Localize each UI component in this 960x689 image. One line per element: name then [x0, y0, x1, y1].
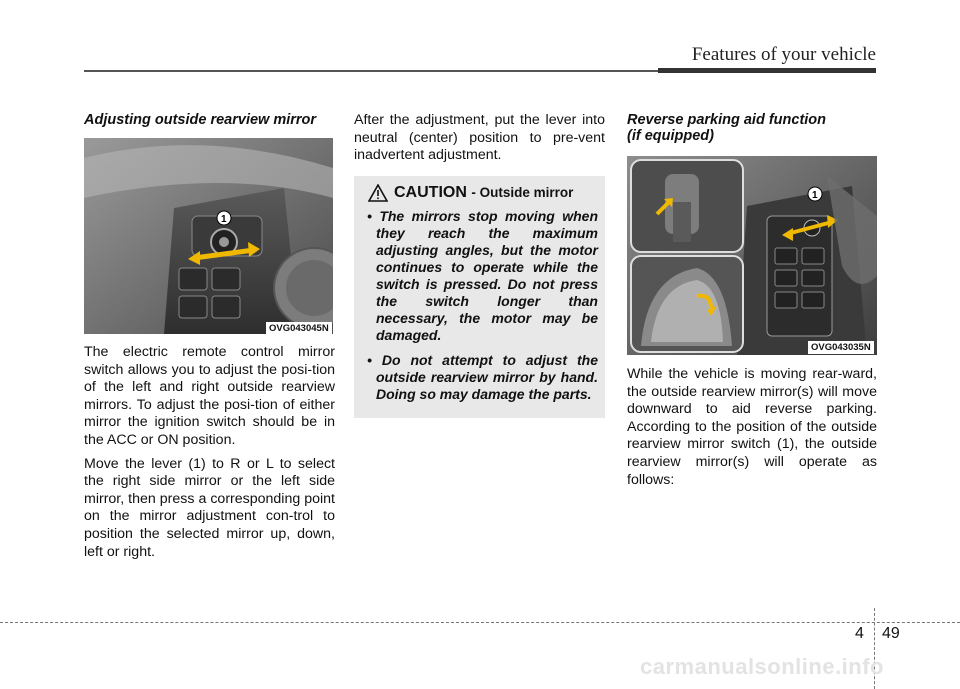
caution-item: • The mirrors stop moving when they reach the maximum adjusting angles, but the motor continues to operate while the switch is pressed. Do not press the switch longer than necessary, the motor may be damaged. [367, 208, 598, 343]
page-number: 49 [882, 625, 900, 642]
watermark: carmanualsonline.info [640, 654, 884, 679]
heading-line: Reverse parking aid function [627, 112, 827, 128]
callout-number: 1 [221, 214, 227, 225]
door-panel-illustration [84, 138, 333, 334]
door-and-shifter-illustration [627, 156, 877, 355]
caution-label: CAUTION [394, 184, 467, 201]
caution-box [354, 176, 605, 418]
chapter-number: 4 [855, 625, 864, 642]
header-rule [84, 70, 658, 72]
caution-item: • Do not attempt to adjust the outside rearview mirror by hand. Doing so may damage the parts. [367, 352, 598, 402]
mirror-switch-photo [84, 138, 333, 334]
body-text-col1 [84, 344, 335, 567]
caution-title [394, 184, 573, 202]
figure-caption: OVG043045N [266, 322, 332, 335]
footer-rule [0, 622, 960, 623]
figure-caption: OVG043035N [808, 341, 874, 354]
caution-subtitle: - Outside mirror [471, 185, 574, 200]
body-text-col2: After the adjustment, put the lever into neutral (center) position to pre-vent inadvertent adjustment. [354, 112, 605, 164]
reverse-aid-photo [627, 156, 877, 355]
section-heading-mirror: Adjusting outside rearview mirror [84, 112, 317, 128]
header-rule-accent [658, 68, 876, 73]
paragraph: The electric remote control mirror switch allows you to adjust the posi-tion of the left and right outside rearview mirrors. To adjust the posi-tion of either mirror the ignition switch should be in the ACC or ON position. [84, 344, 335, 448]
body-text-col3: While the vehicle is moving rear-ward, the outside rearview mirror(s) will move downward to aid reverse parking. According to the position of the outside rearview mirror switch (1), the outside rearview mirror(s) will operate as follows: [627, 366, 877, 488]
callout-number: 1 [812, 190, 818, 201]
warning-icon [368, 184, 388, 207]
caution-list [362, 208, 598, 411]
heading-line: (if equipped) [627, 128, 714, 144]
running-header: Features of your vehicle [691, 44, 876, 65]
paragraph: Move the lever (1) to R or L to select the right side mirror or the left side mirror, then press a corresponding point on the mirror adjustment con-trol to position the selected mirror up, down, left or right. [84, 455, 335, 560]
section-heading-reverse [627, 112, 877, 144]
